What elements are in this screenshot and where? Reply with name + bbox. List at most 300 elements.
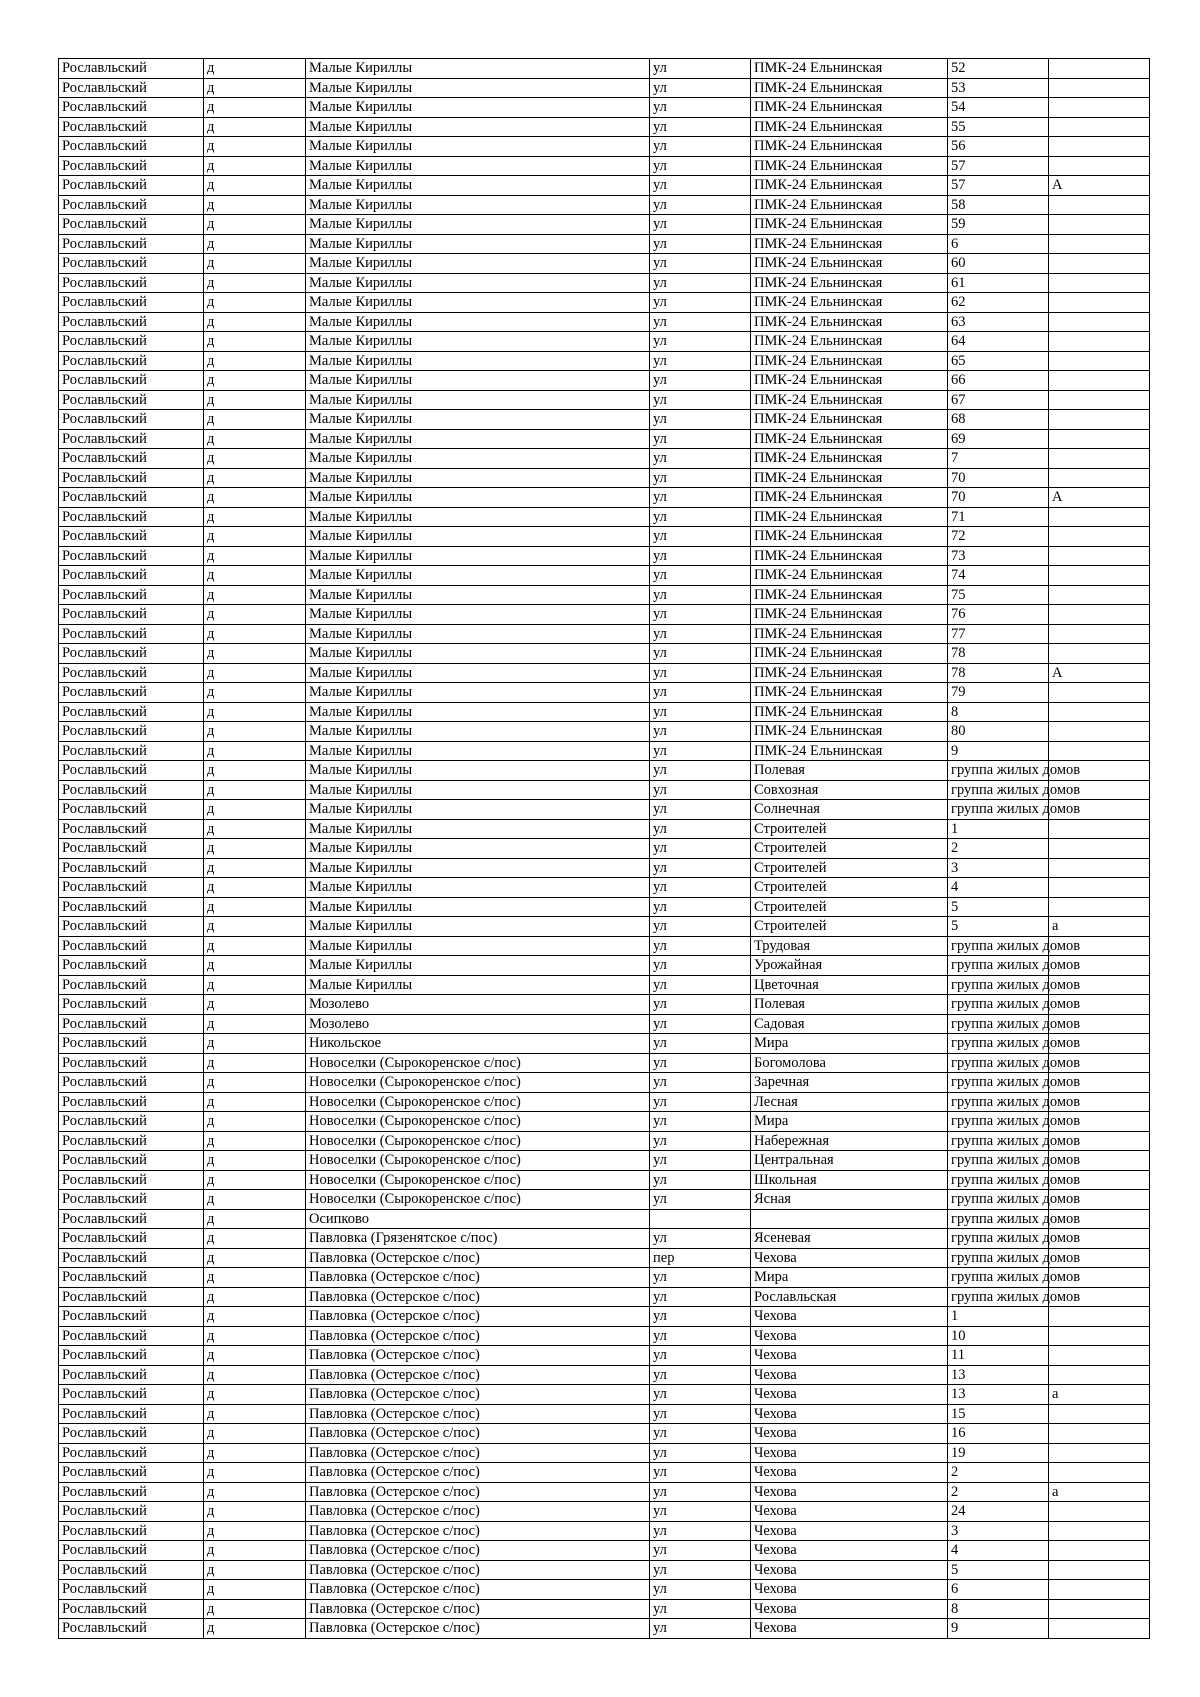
- street-cell: Чехова: [751, 1502, 948, 1522]
- settlement-type-cell: д: [204, 663, 306, 683]
- street-type-cell: ул: [650, 585, 751, 605]
- street-cell: ПМК-24 Ельнинская: [751, 332, 948, 352]
- table-row: [59, 995, 1150, 1015]
- building-letter-cell: [1049, 234, 1150, 254]
- settlement-type-cell: д: [204, 1014, 306, 1034]
- settlement-type-cell: д: [204, 761, 306, 781]
- settlement-cell: Малые Кириллы: [306, 780, 650, 800]
- house-number-cell: 10: [948, 1326, 1049, 1346]
- house-number-cell: 6: [948, 1580, 1049, 1600]
- house-number-cell: группа жилых домов: [948, 761, 1049, 781]
- table-row: [59, 1190, 1150, 1210]
- district-cell: Рославльский: [59, 312, 204, 332]
- district-cell: Рославльский: [59, 741, 204, 761]
- settlement-cell: Малые Кириллы: [306, 507, 650, 527]
- table-row: [59, 1424, 1150, 1444]
- street-cell: ПМК-24 Ельнинская: [751, 78, 948, 98]
- building-letter-cell: [1049, 429, 1150, 449]
- table-row: [59, 176, 1150, 196]
- street-cell: ПМК-24 Ельнинская: [751, 351, 948, 371]
- settlement-type-cell: д: [204, 605, 306, 625]
- street-type-cell: ул: [650, 800, 751, 820]
- settlement-cell: Малые Кириллы: [306, 741, 650, 761]
- district-cell: Рославльский: [59, 1541, 204, 1561]
- street-cell: Чехова: [751, 1541, 948, 1561]
- house-number-cell: 54: [948, 98, 1049, 118]
- street-cell: ПМК-24 Ельнинская: [751, 488, 948, 508]
- street-type-cell: ул: [650, 722, 751, 742]
- district-cell: Рославльский: [59, 1346, 204, 1366]
- settlement-type-cell: д: [204, 1385, 306, 1405]
- settlement-cell: Малые Кириллы: [306, 351, 650, 371]
- street-cell: Строителей: [751, 819, 948, 839]
- house-number-cell: 75: [948, 585, 1049, 605]
- street-cell: Чехова: [751, 1619, 948, 1639]
- house-number-cell: 52: [948, 59, 1049, 79]
- street-type-cell: ул: [650, 78, 751, 98]
- table-row: [59, 195, 1150, 215]
- street-cell: ПМК-24 Ельнинская: [751, 390, 948, 410]
- district-cell: Рославльский: [59, 137, 204, 157]
- table-row: [59, 390, 1150, 410]
- district-cell: Рославльский: [59, 156, 204, 176]
- district-cell: Рославльский: [59, 1482, 204, 1502]
- house-number-cell: 8: [948, 702, 1049, 722]
- street-cell: Строителей: [751, 878, 948, 898]
- settlement-cell: Новоселки (Сырокоренское с/пос): [306, 1151, 650, 1171]
- street-cell: ПМК-24 Ельнинская: [751, 215, 948, 235]
- street-cell: ПМК-24 Ельнинская: [751, 156, 948, 176]
- table-row: [59, 1248, 1150, 1268]
- building-letter-cell: [1049, 1424, 1150, 1444]
- settlement-type-cell: д: [204, 917, 306, 937]
- building-letter-cell: [1049, 371, 1150, 391]
- table-row: [59, 117, 1150, 137]
- street-cell: Набережная: [751, 1131, 948, 1151]
- settlement-type-cell: д: [204, 683, 306, 703]
- street-cell: ПМК-24 Ельнинская: [751, 273, 948, 293]
- settlement-cell: Новоселки (Сырокоренское с/пос): [306, 1131, 650, 1151]
- settlement-cell: Павловка (Остерское с/пос): [306, 1443, 650, 1463]
- house-number-cell: 8: [948, 1599, 1049, 1619]
- district-cell: Рославльский: [59, 215, 204, 235]
- settlement-cell: Малые Кириллы: [306, 117, 650, 137]
- settlement-type-cell: д: [204, 1443, 306, 1463]
- settlement-type-cell: д: [204, 624, 306, 644]
- settlement-type-cell: д: [204, 1073, 306, 1093]
- settlement-cell: Малые Кириллы: [306, 644, 650, 664]
- street-type-cell: ул: [650, 176, 751, 196]
- house-number-cell: группа жилых домов: [948, 1170, 1049, 1190]
- street-type-cell: ул: [650, 546, 751, 566]
- house-number-cell: 4: [948, 878, 1049, 898]
- table-row: [59, 1034, 1150, 1054]
- settlement-type-cell: д: [204, 156, 306, 176]
- table-row: [59, 1073, 1150, 1093]
- settlement-cell: Малые Кириллы: [306, 936, 650, 956]
- street-type-cell: ул: [650, 156, 751, 176]
- street-cell: Чехова: [751, 1346, 948, 1366]
- table-row: [59, 507, 1150, 527]
- building-letter-cell: [1049, 527, 1150, 547]
- settlement-type-cell: д: [204, 390, 306, 410]
- settlement-type-cell: д: [204, 800, 306, 820]
- street-cell: Чехова: [751, 1385, 948, 1405]
- street-cell: ПМК-24 Ельнинская: [751, 566, 948, 586]
- house-number-cell: 77: [948, 624, 1049, 644]
- house-number-cell: группа жилых домов: [948, 1112, 1049, 1132]
- street-cell: Лесная: [751, 1092, 948, 1112]
- house-number-cell: группа жилых домов: [948, 956, 1049, 976]
- table-row: [59, 819, 1150, 839]
- house-number-cell: группа жилых домов: [948, 1190, 1049, 1210]
- settlement-type-cell: д: [204, 1404, 306, 1424]
- table-row: [59, 566, 1150, 586]
- street-type-cell: ул: [650, 1482, 751, 1502]
- settlement-cell: Новоселки (Сырокоренское с/пос): [306, 1053, 650, 1073]
- settlement-cell: Павловка (Остерское с/пос): [306, 1404, 650, 1424]
- street-cell: Чехова: [751, 1326, 948, 1346]
- house-number-cell: 72: [948, 527, 1049, 547]
- building-letter-cell: [1049, 137, 1150, 157]
- district-cell: Рославльский: [59, 683, 204, 703]
- street-type-cell: ул: [650, 312, 751, 332]
- building-letter-cell: [1049, 1463, 1150, 1483]
- settlement-cell: Малые Кириллы: [306, 624, 650, 644]
- district-cell: Рославльский: [59, 546, 204, 566]
- street-cell: Школьная: [751, 1170, 948, 1190]
- street-type-cell: ул: [650, 429, 751, 449]
- house-number-cell: 78: [948, 663, 1049, 683]
- street-type-cell: ул: [650, 1560, 751, 1580]
- house-number-cell: группа жилых домов: [948, 800, 1049, 820]
- table-row: [59, 1092, 1150, 1112]
- building-letter-cell: [1049, 195, 1150, 215]
- settlement-cell: Павловка (Остерское с/пос): [306, 1502, 650, 1522]
- settlement-cell: Осипково: [306, 1209, 650, 1229]
- street-cell: Чехова: [751, 1365, 948, 1385]
- building-letter-cell: [1049, 819, 1150, 839]
- district-cell: Рославльский: [59, 78, 204, 98]
- district-cell: Рославльский: [59, 1170, 204, 1190]
- street-cell: ПМК-24 Ельнинская: [751, 741, 948, 761]
- settlement-type-cell: д: [204, 1151, 306, 1171]
- table-row: [59, 1541, 1150, 1561]
- settlement-cell: Павловка (Грязенятское с/пос): [306, 1229, 650, 1249]
- settlement-cell: Малые Кириллы: [306, 663, 650, 683]
- street-type-cell: ул: [650, 917, 751, 937]
- settlement-cell: Малые Кириллы: [306, 546, 650, 566]
- settlement-cell: Никольское: [306, 1034, 650, 1054]
- table-row: [59, 1385, 1150, 1405]
- street-cell: ПМК-24 Ельнинская: [751, 546, 948, 566]
- district-cell: Рославльский: [59, 644, 204, 664]
- table-row: [59, 1346, 1150, 1366]
- street-cell: Чехова: [751, 1580, 948, 1600]
- house-number-cell: группа жилых домов: [948, 1151, 1049, 1171]
- table-row: [59, 488, 1150, 508]
- building-letter-cell: [1049, 741, 1150, 761]
- district-cell: Рославльский: [59, 1560, 204, 1580]
- house-number-cell: 61: [948, 273, 1049, 293]
- district-cell: Рославльский: [59, 897, 204, 917]
- building-letter-cell: [1049, 1365, 1150, 1385]
- house-number-cell: 13: [948, 1385, 1049, 1405]
- street-cell: Полевая: [751, 995, 948, 1015]
- house-number-cell: 3: [948, 1521, 1049, 1541]
- settlement-type-cell: д: [204, 488, 306, 508]
- street-cell: Чехова: [751, 1463, 948, 1483]
- building-letter-cell: [1049, 722, 1150, 742]
- district-cell: Рославльский: [59, 59, 204, 79]
- district-cell: Рославльский: [59, 1151, 204, 1171]
- settlement-type-cell: д: [204, 1248, 306, 1268]
- district-cell: Рославльский: [59, 917, 204, 937]
- street-type-cell: ул: [650, 527, 751, 547]
- street-type-cell: ул: [650, 683, 751, 703]
- street-cell: Чехова: [751, 1521, 948, 1541]
- settlement-type-cell: д: [204, 254, 306, 274]
- settlement-cell: Малые Кириллы: [306, 390, 650, 410]
- district-cell: Рославльский: [59, 1073, 204, 1093]
- table-row: [59, 78, 1150, 98]
- building-letter-cell: а: [1049, 917, 1150, 937]
- street-type-cell: ул: [650, 1053, 751, 1073]
- table-row: [59, 780, 1150, 800]
- table-row: [59, 1014, 1150, 1034]
- building-letter-cell: [1049, 1560, 1150, 1580]
- street-type-cell: ул: [650, 1424, 751, 1444]
- settlement-cell: Павловка (Остерское с/пос): [306, 1346, 650, 1366]
- settlement-type-cell: д: [204, 1190, 306, 1210]
- street-type-cell: ул: [650, 644, 751, 664]
- settlement-type-cell: д: [204, 410, 306, 430]
- table-row: [59, 1229, 1150, 1249]
- building-letter-cell: [1049, 215, 1150, 235]
- street-cell: Мира: [751, 1034, 948, 1054]
- house-number-cell: группа жилых домов: [948, 1034, 1049, 1054]
- settlement-cell: Малые Кириллы: [306, 176, 650, 196]
- building-letter-cell: [1049, 683, 1150, 703]
- street-type-cell: ул: [650, 1619, 751, 1639]
- house-number-cell: группа жилых домов: [948, 975, 1049, 995]
- house-number-cell: 57: [948, 156, 1049, 176]
- street-cell: ПМК-24 Ельнинская: [751, 176, 948, 196]
- street-type-cell: ул: [650, 1014, 751, 1034]
- table-row: [59, 1580, 1150, 1600]
- street-type-cell: ул: [650, 1404, 751, 1424]
- table-row: [59, 59, 1150, 79]
- street-cell: ПМК-24 Ельнинская: [751, 117, 948, 137]
- street-cell: Урожайная: [751, 956, 948, 976]
- street-type-cell: ул: [650, 858, 751, 878]
- house-number-cell: 64: [948, 332, 1049, 352]
- house-number-cell: 7: [948, 449, 1049, 469]
- building-letter-cell: [1049, 273, 1150, 293]
- settlement-cell: Павловка (Остерское с/пос): [306, 1326, 650, 1346]
- settlement-cell: Малые Кириллы: [306, 195, 650, 215]
- table-row: [59, 254, 1150, 274]
- district-cell: Рославльский: [59, 351, 204, 371]
- table-row: [59, 1599, 1150, 1619]
- district-cell: Рославльский: [59, 1521, 204, 1541]
- building-letter-cell: [1049, 897, 1150, 917]
- settlement-type-cell: д: [204, 878, 306, 898]
- settlement-cell: Малые Кириллы: [306, 605, 650, 625]
- street-type-cell: ул: [650, 761, 751, 781]
- district-cell: Рославльский: [59, 98, 204, 118]
- settlement-cell: Малые Кириллы: [306, 975, 650, 995]
- settlement-cell: Павловка (Остерское с/пос): [306, 1424, 650, 1444]
- settlement-type-cell: д: [204, 1463, 306, 1483]
- street-cell: ПМК-24 Ельнинская: [751, 468, 948, 488]
- table-row: [59, 468, 1150, 488]
- street-type-cell: ул: [650, 59, 751, 79]
- street-type-cell: ул: [650, 1190, 751, 1210]
- building-letter-cell: [1049, 1346, 1150, 1366]
- street-cell: ПМК-24 Ельнинская: [751, 722, 948, 742]
- district-cell: Рославльский: [59, 176, 204, 196]
- table-row: [59, 98, 1150, 118]
- house-number-cell: 70: [948, 488, 1049, 508]
- street-type-cell: ул: [650, 1365, 751, 1385]
- table-row: [59, 312, 1150, 332]
- building-letter-cell: [1049, 1541, 1150, 1561]
- house-number-cell: 65: [948, 351, 1049, 371]
- street-cell: ПМК-24 Ельнинская: [751, 429, 948, 449]
- district-cell: Рославльский: [59, 254, 204, 274]
- settlement-cell: Новоселки (Сырокоренское с/пос): [306, 1112, 650, 1132]
- district-cell: Рославльский: [59, 663, 204, 683]
- district-cell: Рославльский: [59, 429, 204, 449]
- house-number-cell: 9: [948, 1619, 1049, 1639]
- house-number-cell: группа жилых домов: [948, 1053, 1049, 1073]
- house-number-cell: 68: [948, 410, 1049, 430]
- settlement-cell: Павловка (Остерское с/пос): [306, 1580, 650, 1600]
- district-cell: Рославльский: [59, 605, 204, 625]
- settlement-cell: Павловка (Остерское с/пос): [306, 1268, 650, 1288]
- table-row: [59, 1482, 1150, 1502]
- settlement-type-cell: д: [204, 1170, 306, 1190]
- district-cell: Рославльский: [59, 702, 204, 722]
- street-cell: Полевая: [751, 761, 948, 781]
- settlement-cell: Павловка (Остерское с/пос): [306, 1365, 650, 1385]
- street-type-cell: ул: [650, 839, 751, 859]
- building-letter-cell: [1049, 390, 1150, 410]
- house-number-cell: группа жилых домов: [948, 780, 1049, 800]
- street-cell: ПМК-24 Ельнинская: [751, 234, 948, 254]
- settlement-cell: Малые Кириллы: [306, 956, 650, 976]
- settlement-type-cell: д: [204, 839, 306, 859]
- table-row: [59, 1268, 1150, 1288]
- settlement-type-cell: д: [204, 936, 306, 956]
- settlement-type-cell: д: [204, 1092, 306, 1112]
- building-letter-cell: [1049, 78, 1150, 98]
- settlement-type-cell: д: [204, 819, 306, 839]
- settlement-cell: Новоселки (Сырокоренское с/пос): [306, 1092, 650, 1112]
- settlement-type-cell: д: [204, 1307, 306, 1327]
- street-cell: [751, 1209, 948, 1229]
- building-letter-cell: [1049, 644, 1150, 664]
- street-type-cell: ул: [650, 1541, 751, 1561]
- house-number-cell: 69: [948, 429, 1049, 449]
- house-number-cell: 55: [948, 117, 1049, 137]
- house-number-cell: 73: [948, 546, 1049, 566]
- settlement-type-cell: д: [204, 702, 306, 722]
- district-cell: Рославльский: [59, 936, 204, 956]
- table-row: [59, 585, 1150, 605]
- settlement-type-cell: д: [204, 1112, 306, 1132]
- house-number-cell: группа жилых домов: [948, 1209, 1049, 1229]
- table-row: [59, 897, 1150, 917]
- street-cell: Чехова: [751, 1443, 948, 1463]
- settlement-cell: Малые Кириллы: [306, 527, 650, 547]
- street-cell: ПМК-24 Ельнинская: [751, 644, 948, 664]
- settlement-cell: Малые Кириллы: [306, 78, 650, 98]
- street-type-cell: ул: [650, 1131, 751, 1151]
- table-row: [59, 1131, 1150, 1151]
- building-letter-cell: [1049, 1599, 1150, 1619]
- building-letter-cell: [1049, 312, 1150, 332]
- street-type-cell: ул: [650, 293, 751, 313]
- settlement-type-cell: д: [204, 78, 306, 98]
- table-row: [59, 858, 1150, 878]
- table-row: [59, 605, 1150, 625]
- building-letter-cell: [1049, 858, 1150, 878]
- building-letter-cell: [1049, 98, 1150, 118]
- settlement-type-cell: д: [204, 722, 306, 742]
- settlement-type-cell: д: [204, 780, 306, 800]
- house-number-cell: группа жилых домов: [948, 1131, 1049, 1151]
- settlement-cell: Малые Кириллы: [306, 488, 650, 508]
- settlement-cell: Павловка (Остерское с/пос): [306, 1287, 650, 1307]
- district-cell: Рославльский: [59, 1190, 204, 1210]
- settlement-cell: Малые Кириллы: [306, 429, 650, 449]
- settlement-cell: Павловка (Остерское с/пос): [306, 1482, 650, 1502]
- house-number-cell: 5: [948, 897, 1049, 917]
- house-number-cell: 74: [948, 566, 1049, 586]
- settlement-cell: Малые Кириллы: [306, 98, 650, 118]
- street-cell: Чехова: [751, 1248, 948, 1268]
- house-number-cell: 67: [948, 390, 1049, 410]
- settlement-cell: Малые Кириллы: [306, 254, 650, 274]
- district-cell: Рославльский: [59, 332, 204, 352]
- settlement-cell: Малые Кириллы: [306, 293, 650, 313]
- settlement-cell: Новоселки (Сырокоренское с/пос): [306, 1170, 650, 1190]
- street-cell: Центральная: [751, 1151, 948, 1171]
- street-cell: Мира: [751, 1268, 948, 1288]
- house-number-cell: группа жилых домов: [948, 1092, 1049, 1112]
- table-row: [59, 644, 1150, 664]
- district-cell: Рославльский: [59, 1092, 204, 1112]
- table-row: [59, 1112, 1150, 1132]
- street-type-cell: ул: [650, 1268, 751, 1288]
- settlement-type-cell: д: [204, 468, 306, 488]
- building-letter-cell: а: [1049, 1482, 1150, 1502]
- district-cell: Рославльский: [59, 410, 204, 430]
- house-number-cell: 62: [948, 293, 1049, 313]
- building-letter-cell: [1049, 585, 1150, 605]
- street-type-cell: ул: [650, 1073, 751, 1093]
- table-row: [59, 839, 1150, 859]
- district-cell: Рославльский: [59, 1229, 204, 1249]
- district-cell: Рославльский: [59, 819, 204, 839]
- district-cell: Рославльский: [59, 839, 204, 859]
- district-cell: Рославльский: [59, 1599, 204, 1619]
- street-cell: ПМК-24 Ельнинская: [751, 702, 948, 722]
- building-letter-cell: А: [1049, 488, 1150, 508]
- settlement-type-cell: д: [204, 1560, 306, 1580]
